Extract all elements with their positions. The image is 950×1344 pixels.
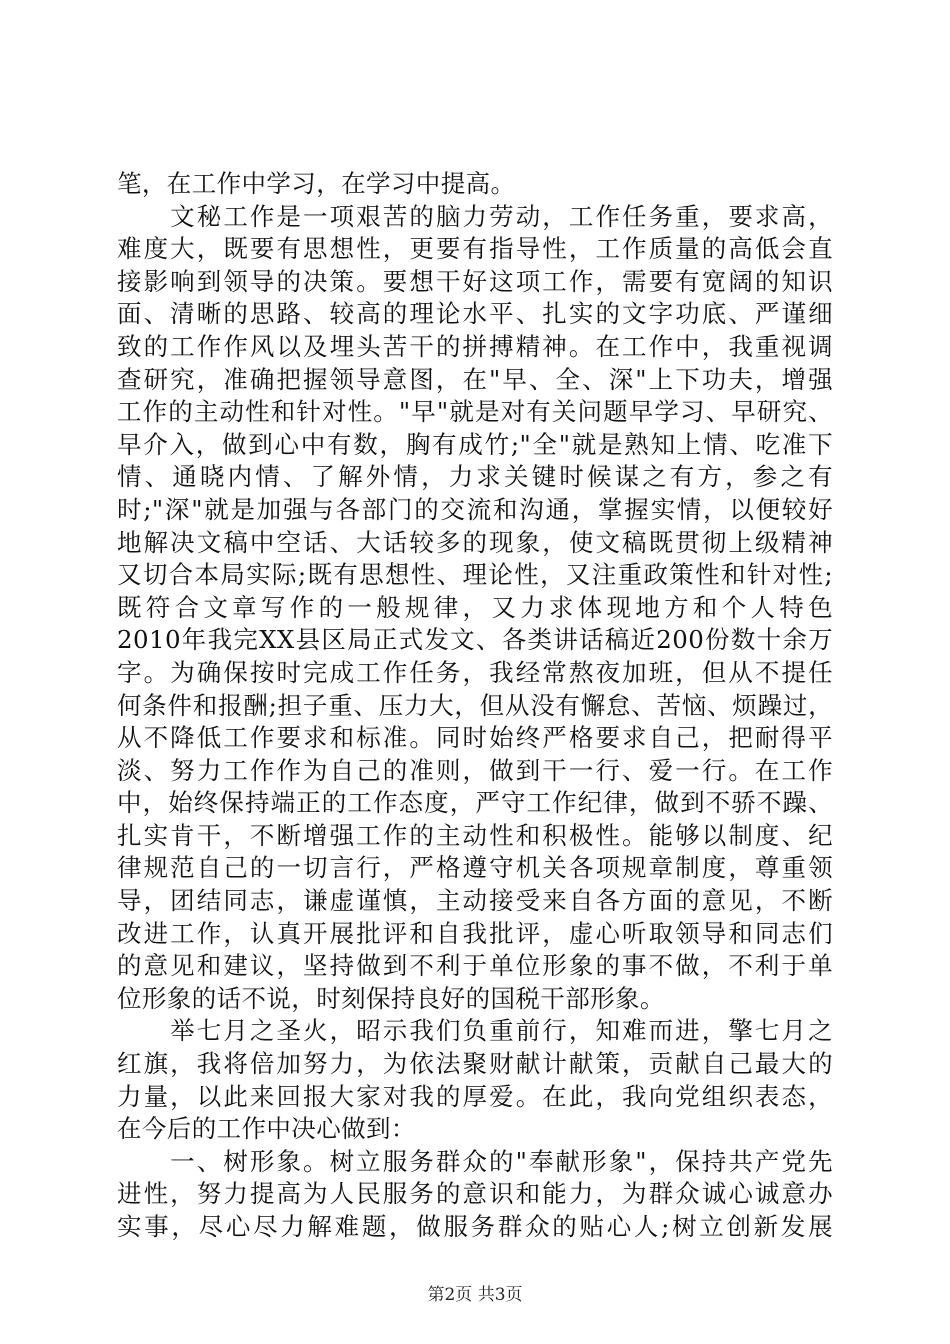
text-line: 既符合文章写作的一般规律，又力求体现地方和个人特色 [117,592,833,622]
text-line: 何条件和报酬;担子重、压力大，但从没有懈怠、苦恼、烦躁过， [117,690,833,720]
text-line: 的意见和建议，坚持做到不利于单位形象的事不做，不利于单 [117,951,833,981]
text-line: 改进工作，认真开展批评和自我批评，虚心听取领导和同志们 [117,918,833,948]
text-line: 工作的主动性和针对性。"早"就是对有关问题早学习、早研究、 [117,397,833,427]
text-line: 早介入，做到心中有数，胸有成竹;"全"就是熟知上情、吃准下 [117,429,833,459]
text-line: 一、树形象。树立服务群众的"奉献形象"，保持共产党先 [117,1146,833,1176]
text-line: 致的工作作风以及埋头苦干的拼搏精神。在工作中，我重视调 [117,331,833,361]
text-line: 情、通晓内情、了解外情，力求关键时候谋之有方，参之有 [117,462,833,492]
text-line: 时;"深"就是加强与各部门的交流和沟通，掌握实情，以便较好 [117,494,833,524]
text-line: 又切合本局实际;既有思想性、理论性，又注重政策性和针对性; [117,560,833,590]
text-line: 导，团结同志，谦虚谨慎，主动接受来自各方面的意见，不断 [117,886,833,916]
text-line: 接影响到领导的决策。要想干好这项工作，需要有宽阔的知识 [117,266,833,296]
text-line: 查研究，准确把握领导意图，在"早、全、深"上下功夫，增强 [117,364,833,394]
text-line: 红旗，我将倍加努力，为依法聚财献计献策，贡献自己最大的 [117,1049,833,1079]
page-footer: 第2页 共3页 [427,1285,523,1305]
text-line: 从不降低工作要求和标准。同时始终严格要求自己，把耐得平 [117,723,833,753]
text-line: 举七月之圣火，昭示我们负重前行，知难而进，擎七月之 [117,1016,833,1046]
text-line: 2010年我完XX县区局正式发文、各类讲话稿近200份数十余万 [117,625,833,655]
text-line: 中，始终保持端正的工作态度，严守工作纪律，做到不骄不躁、 [117,788,833,818]
document-body [117,168,833,1244]
text-line: 律规范自己的一切言行，严格遵守机关各项规章制度，尊重领 [117,853,833,883]
text-line: 淡、努力工作作为自己的准则，做到干一行、爱一行。在工作 [117,755,833,785]
text-line: 地解决文稿中空话、大话较多的现象，使文稿既贯彻上级精神 [117,527,833,557]
text-line: 在今后的工作中决心做到： [117,1114,416,1144]
text-line: 进性，努力提高为人民服务的意识和能力，为群众诚心诚意办 [117,1179,833,1209]
text-line: 力量，以此来回报大家对我的厚爱。在此，我向党组织表态， [117,1081,833,1111]
text-line: 位形象的话不说，时刻保持良好的国税干部形象。 [117,983,665,1013]
text-line: 笔，在工作中学习，在学习中提高。 [117,169,516,198]
text-line: 面、清晰的思路、较高的理论水平、扎实的文字功底、严谨细 [117,299,833,329]
text-line: 扎实肯干，不断增强工作的主动性和积极性。能够以制度、纪 [117,820,833,850]
text-line: 难度大，既要有思想性，更要有指导性，工作质量的高低会直 [117,234,833,264]
text-line: 文秘工作是一项艰苦的脑力劳动，工作任务重，要求高， [117,201,833,231]
text-line: 实事，尽心尽力解难题，做服务群众的贴心人;树立创新发展 [117,1212,833,1241]
text-line: 字。为确保按时完成工作任务，我经常熬夜加班，但从不提任 [117,657,833,687]
